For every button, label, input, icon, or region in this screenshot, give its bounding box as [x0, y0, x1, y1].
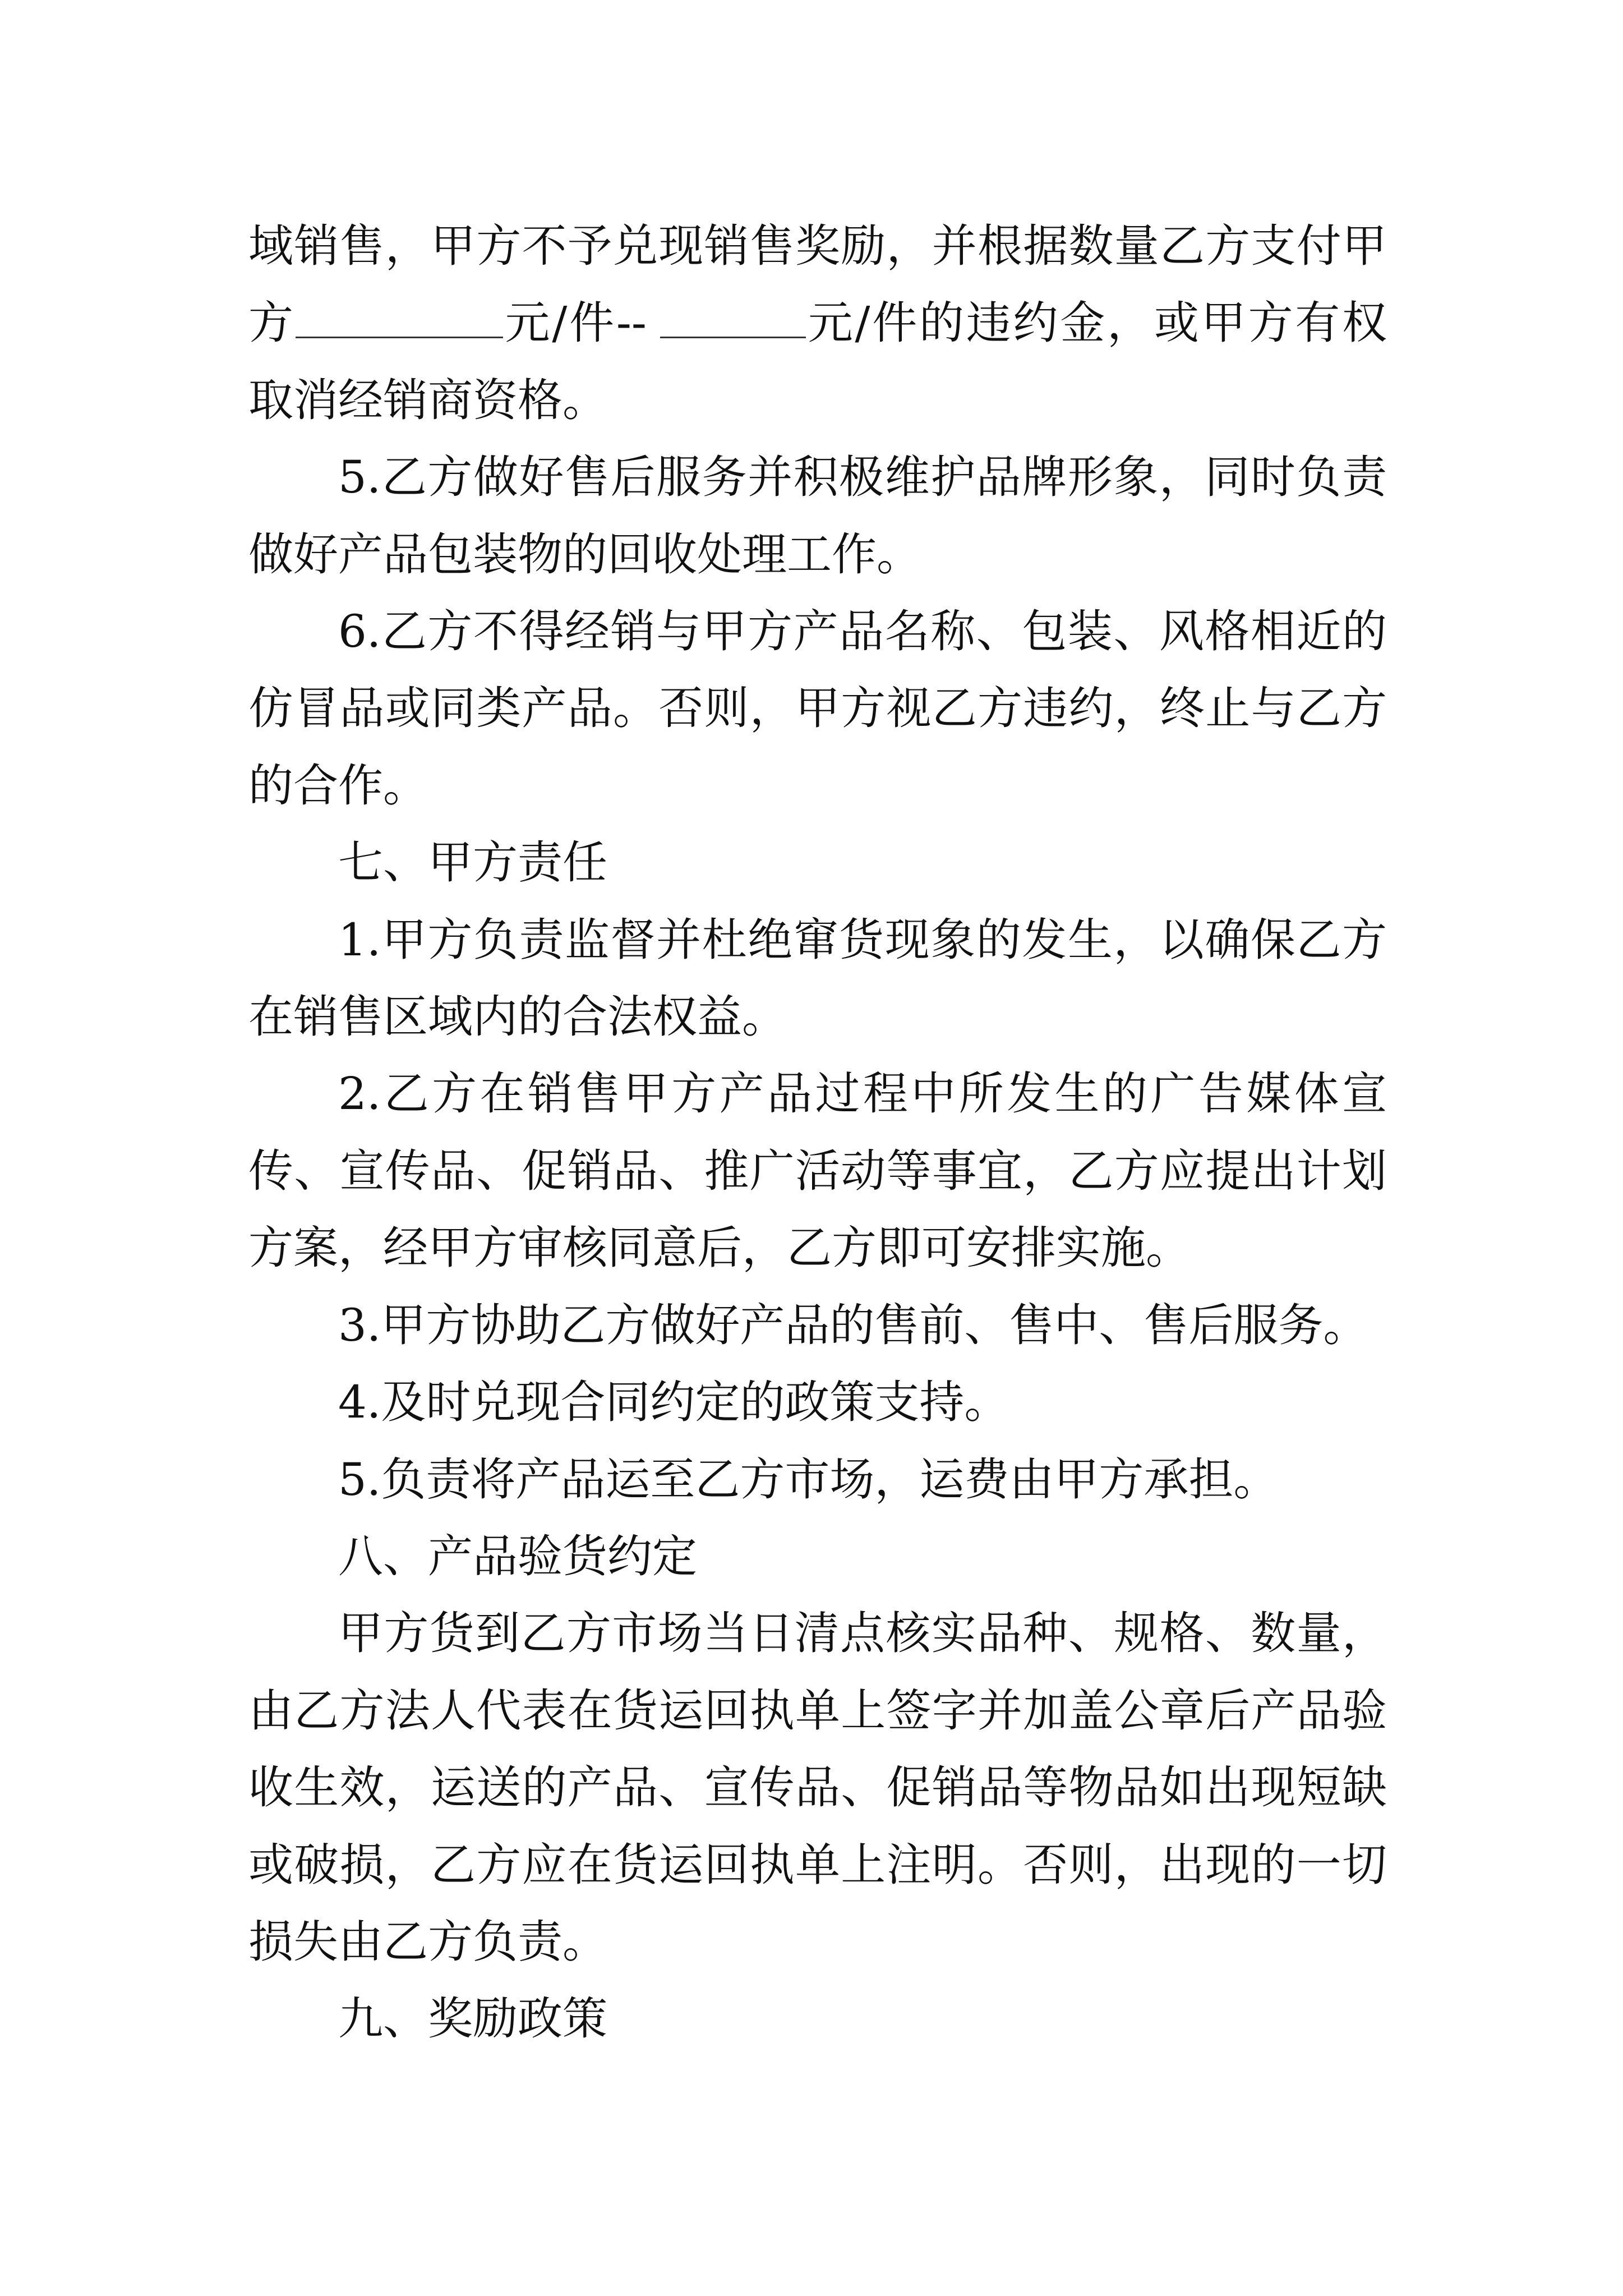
paragraph-item-6: 6.乙方不得经销与甲方产品名称、包装、风格相近的仿冒品或同类产品。否则，甲方视乙方违约，终止与乙方的合作。: [248, 605, 1387, 812]
violation-unit-a: 元/件--: [502, 297, 647, 349]
section-8-heading: 八、产品验货约定: [338, 1530, 697, 1582]
section-7-item-4: 4.及时兑现合同约定的政策支持。: [338, 1376, 1009, 1429]
violation-text-end: 元/件的违约金，或甲方有权取消经销商资格。: [248, 297, 1387, 426]
section-7-item-3: 3.甲方协助乙方做好产品的售前、售中、售后服务。: [338, 1299, 1368, 1351]
section-9-heading: 九、奖励政策: [338, 1993, 607, 2045]
document-body: [248, 208, 1387, 2058]
blank-amount-1: [296, 292, 503, 338]
violation-text-start: 域销售，甲方不予兑现销售奖励，并根据数量乙方支付甲方: [248, 220, 1387, 349]
section-7-item-5: 5.负责将产品运至乙方市场，运费由甲方承担。: [338, 1453, 1279, 1506]
section-7-item-2: 2.乙方在销售甲方产品过程中所发生的广告媒体宣传、宣传品、促销品、推广活动等事宜，乙方应提出计划方案，经甲方审核同意后，乙方即可安排实施。: [248, 1068, 1387, 1274]
section-7-heading: 七、甲方责任: [338, 836, 607, 889]
paragraph-item-5: 5.乙方做好售后服务并积极维护品牌形象，同时负责做好产品包装物的回收处理工作。: [248, 451, 1387, 581]
paragraph-violation-penalty: [248, 208, 1387, 439]
section-8-body: 甲方货到乙方市场当日清点核实品种、规格、数量，由乙方法人代表在货运回执单上签字并加盖公章后产品验收生效，运送的产品、宣传品、促销品等物品如出现短缺或破损，乙方应在货运回执单上注明。否则，出现的一切损失由乙方负责。: [248, 1607, 1387, 1968]
blank-amount-2: [660, 292, 806, 338]
section-7-item-1: 1.甲方负责监督并杜绝窜货现象的发生，以确保乙方在销售区域内的合法权益。: [248, 913, 1387, 1043]
